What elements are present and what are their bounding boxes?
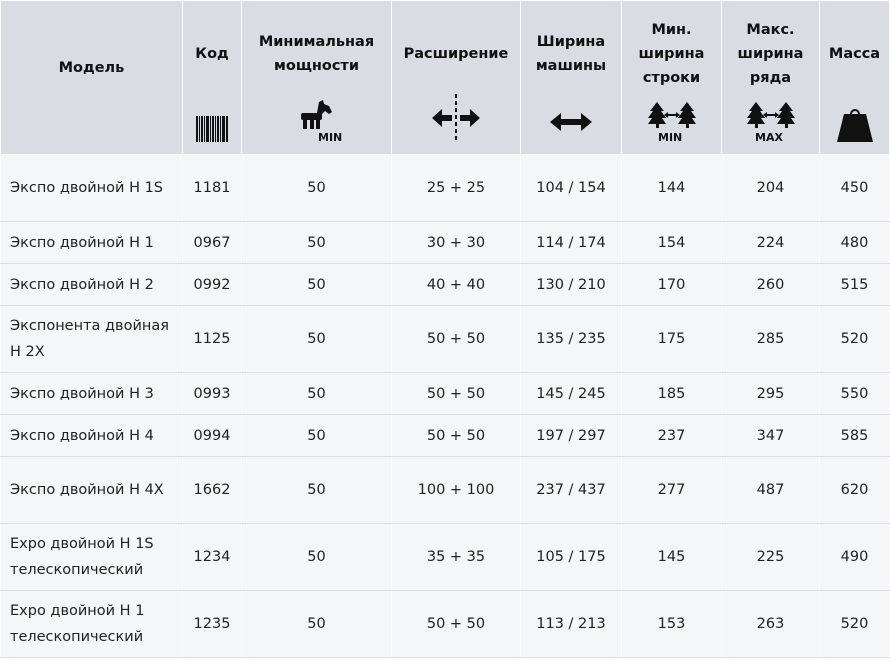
- cell-max-row: 295: [722, 373, 820, 415]
- cell-power: 50: [242, 306, 392, 373]
- cell-code: 1662: [183, 457, 242, 524]
- cell-machine-width: 105 / 175: [521, 524, 622, 591]
- cell-extension: 50 + 50: [392, 591, 521, 658]
- cell-machine-width: 130 / 210: [521, 264, 622, 306]
- cell-min-row: 237: [622, 415, 722, 457]
- table-row: [1, 457, 890, 524]
- table-row: [1, 155, 890, 222]
- header-min-power-line2: мощности: [274, 57, 359, 74]
- header-min-power: [242, 1, 392, 155]
- cell-max-row: 225: [722, 524, 820, 591]
- cell-max-row: 263: [722, 591, 820, 658]
- cell-mass: 585: [820, 415, 890, 457]
- cell-machine-width: 113 / 213: [521, 591, 622, 658]
- header-min-power-line1: Минимальная: [258, 33, 375, 50]
- cell-extension: 50 + 50: [392, 415, 521, 457]
- horse-icon: [242, 100, 391, 142]
- cell-model: Экспо двойной Н 4: [1, 415, 183, 457]
- header-machine-width-line2: машины: [535, 57, 607, 74]
- cell-mass: 490: [820, 524, 890, 591]
- cell-model: Экспо двойной Н 1: [1, 222, 183, 264]
- extension-arrows-icon: [392, 94, 520, 142]
- cell-machine-width: 104 / 154: [521, 155, 622, 222]
- cell-max-row: 224: [722, 222, 820, 264]
- cell-model: Expo двойной Н 1 телескопический: [1, 591, 183, 658]
- cell-min-row: 154: [622, 222, 722, 264]
- cell-power: 50: [242, 222, 392, 264]
- cell-model: Экспо двойной Н 4X: [1, 457, 183, 524]
- header-machine-width: [521, 1, 622, 155]
- trees-max-icon: [722, 102, 819, 142]
- cell-code: 0992: [183, 264, 242, 306]
- header-code-label: Код: [195, 45, 229, 62]
- cell-mass: 620: [820, 457, 890, 524]
- cell-machine-width: 145 / 245: [521, 373, 622, 415]
- cell-mass: 515: [820, 264, 890, 306]
- trees-min-icon: [622, 102, 721, 142]
- cell-machine-width: 197 / 297: [521, 415, 622, 457]
- header-model-label: Модель: [58, 59, 125, 76]
- cell-machine-width: 135 / 235: [521, 306, 622, 373]
- header-extension-label: Расширение: [403, 45, 509, 62]
- cell-power: 50: [242, 591, 392, 658]
- header-max-row-line2: ширина: [737, 45, 804, 62]
- header-max-row-line3: ряда: [749, 69, 792, 86]
- header-model: [1, 1, 183, 155]
- header-min-row-line2: ширина: [638, 45, 705, 62]
- min-row-label: MIN: [657, 131, 682, 144]
- cell-code: 1235: [183, 591, 242, 658]
- header-mass-label: Масса: [828, 45, 881, 62]
- cell-mass: 450: [820, 155, 890, 222]
- cell-extension: 100 + 100: [392, 457, 521, 524]
- cell-code: 0994: [183, 415, 242, 457]
- table-row: [1, 524, 890, 591]
- header-max-row-width: [722, 1, 820, 155]
- double-arrow-icon: [521, 102, 621, 142]
- header-extension: [392, 1, 521, 155]
- cell-mass: 520: [820, 591, 890, 658]
- cell-code: 0967: [183, 222, 242, 264]
- cell-min-row: 185: [622, 373, 722, 415]
- cell-max-row: 204: [722, 155, 820, 222]
- cell-extension: 30 + 30: [392, 222, 521, 264]
- header-min-row-line1: Мин.: [651, 21, 692, 38]
- cell-min-row: 144: [622, 155, 722, 222]
- cell-machine-width: 237 / 437: [521, 457, 622, 524]
- cell-max-row: 260: [722, 264, 820, 306]
- cell-power: 50: [242, 415, 392, 457]
- cell-code: 1125: [183, 306, 242, 373]
- cell-power: 50: [242, 457, 392, 524]
- cell-min-row: 145: [622, 524, 722, 591]
- cell-model: Expo двойной Н 1S телескопический: [1, 524, 183, 591]
- cell-power: 50: [242, 155, 392, 222]
- cell-max-row: 285: [722, 306, 820, 373]
- weight-icon: [820, 104, 889, 142]
- header-mass: [820, 1, 890, 155]
- cell-min-row: 153: [622, 591, 722, 658]
- cell-extension: 25 + 25: [392, 155, 521, 222]
- header-min-row-line3: строки: [642, 69, 701, 86]
- cell-min-row: 170: [622, 264, 722, 306]
- barcode-icon: [183, 116, 241, 142]
- cell-model: Экспо двойной Н 3: [1, 373, 183, 415]
- cell-min-row: 277: [622, 457, 722, 524]
- cell-model: Экспо двойной Н 1S: [1, 155, 183, 222]
- table-row: [1, 264, 890, 306]
- table-row: [1, 222, 890, 264]
- table-row: [1, 415, 890, 457]
- cell-extension: 50 + 50: [392, 373, 521, 415]
- max-row-label: MAX: [754, 131, 783, 144]
- header-min-row-width: [622, 1, 722, 155]
- cell-mass: 550: [820, 373, 890, 415]
- cell-power: 50: [242, 373, 392, 415]
- cell-code: 0993: [183, 373, 242, 415]
- cell-max-row: 347: [722, 415, 820, 457]
- cell-model: Экспо двойной Н 2: [1, 264, 183, 306]
- header-machine-width-line1: Ширина: [536, 33, 606, 50]
- cell-mass: 520: [820, 306, 890, 373]
- table-row: [1, 591, 890, 658]
- cell-max-row: 487: [722, 457, 820, 524]
- header-row: [1, 1, 890, 155]
- cell-power: 50: [242, 524, 392, 591]
- header-code: [183, 1, 242, 155]
- cell-extension: 40 + 40: [392, 264, 521, 306]
- cell-extension: 50 + 50: [392, 306, 521, 373]
- cell-min-row: 175: [622, 306, 722, 373]
- cell-code: 1234: [183, 524, 242, 591]
- cell-code: 1181: [183, 155, 242, 222]
- cell-model: Экспонента двойная Н 2X: [1, 306, 183, 373]
- table-row: [1, 306, 890, 373]
- min-label: MIN: [317, 131, 342, 144]
- cell-extension: 35 + 35: [392, 524, 521, 591]
- cell-power: 50: [242, 264, 392, 306]
- cell-machine-width: 114 / 174: [521, 222, 622, 264]
- cell-mass: 480: [820, 222, 890, 264]
- header-max-row-line1: Макс.: [746, 21, 795, 38]
- table-row: [1, 373, 890, 415]
